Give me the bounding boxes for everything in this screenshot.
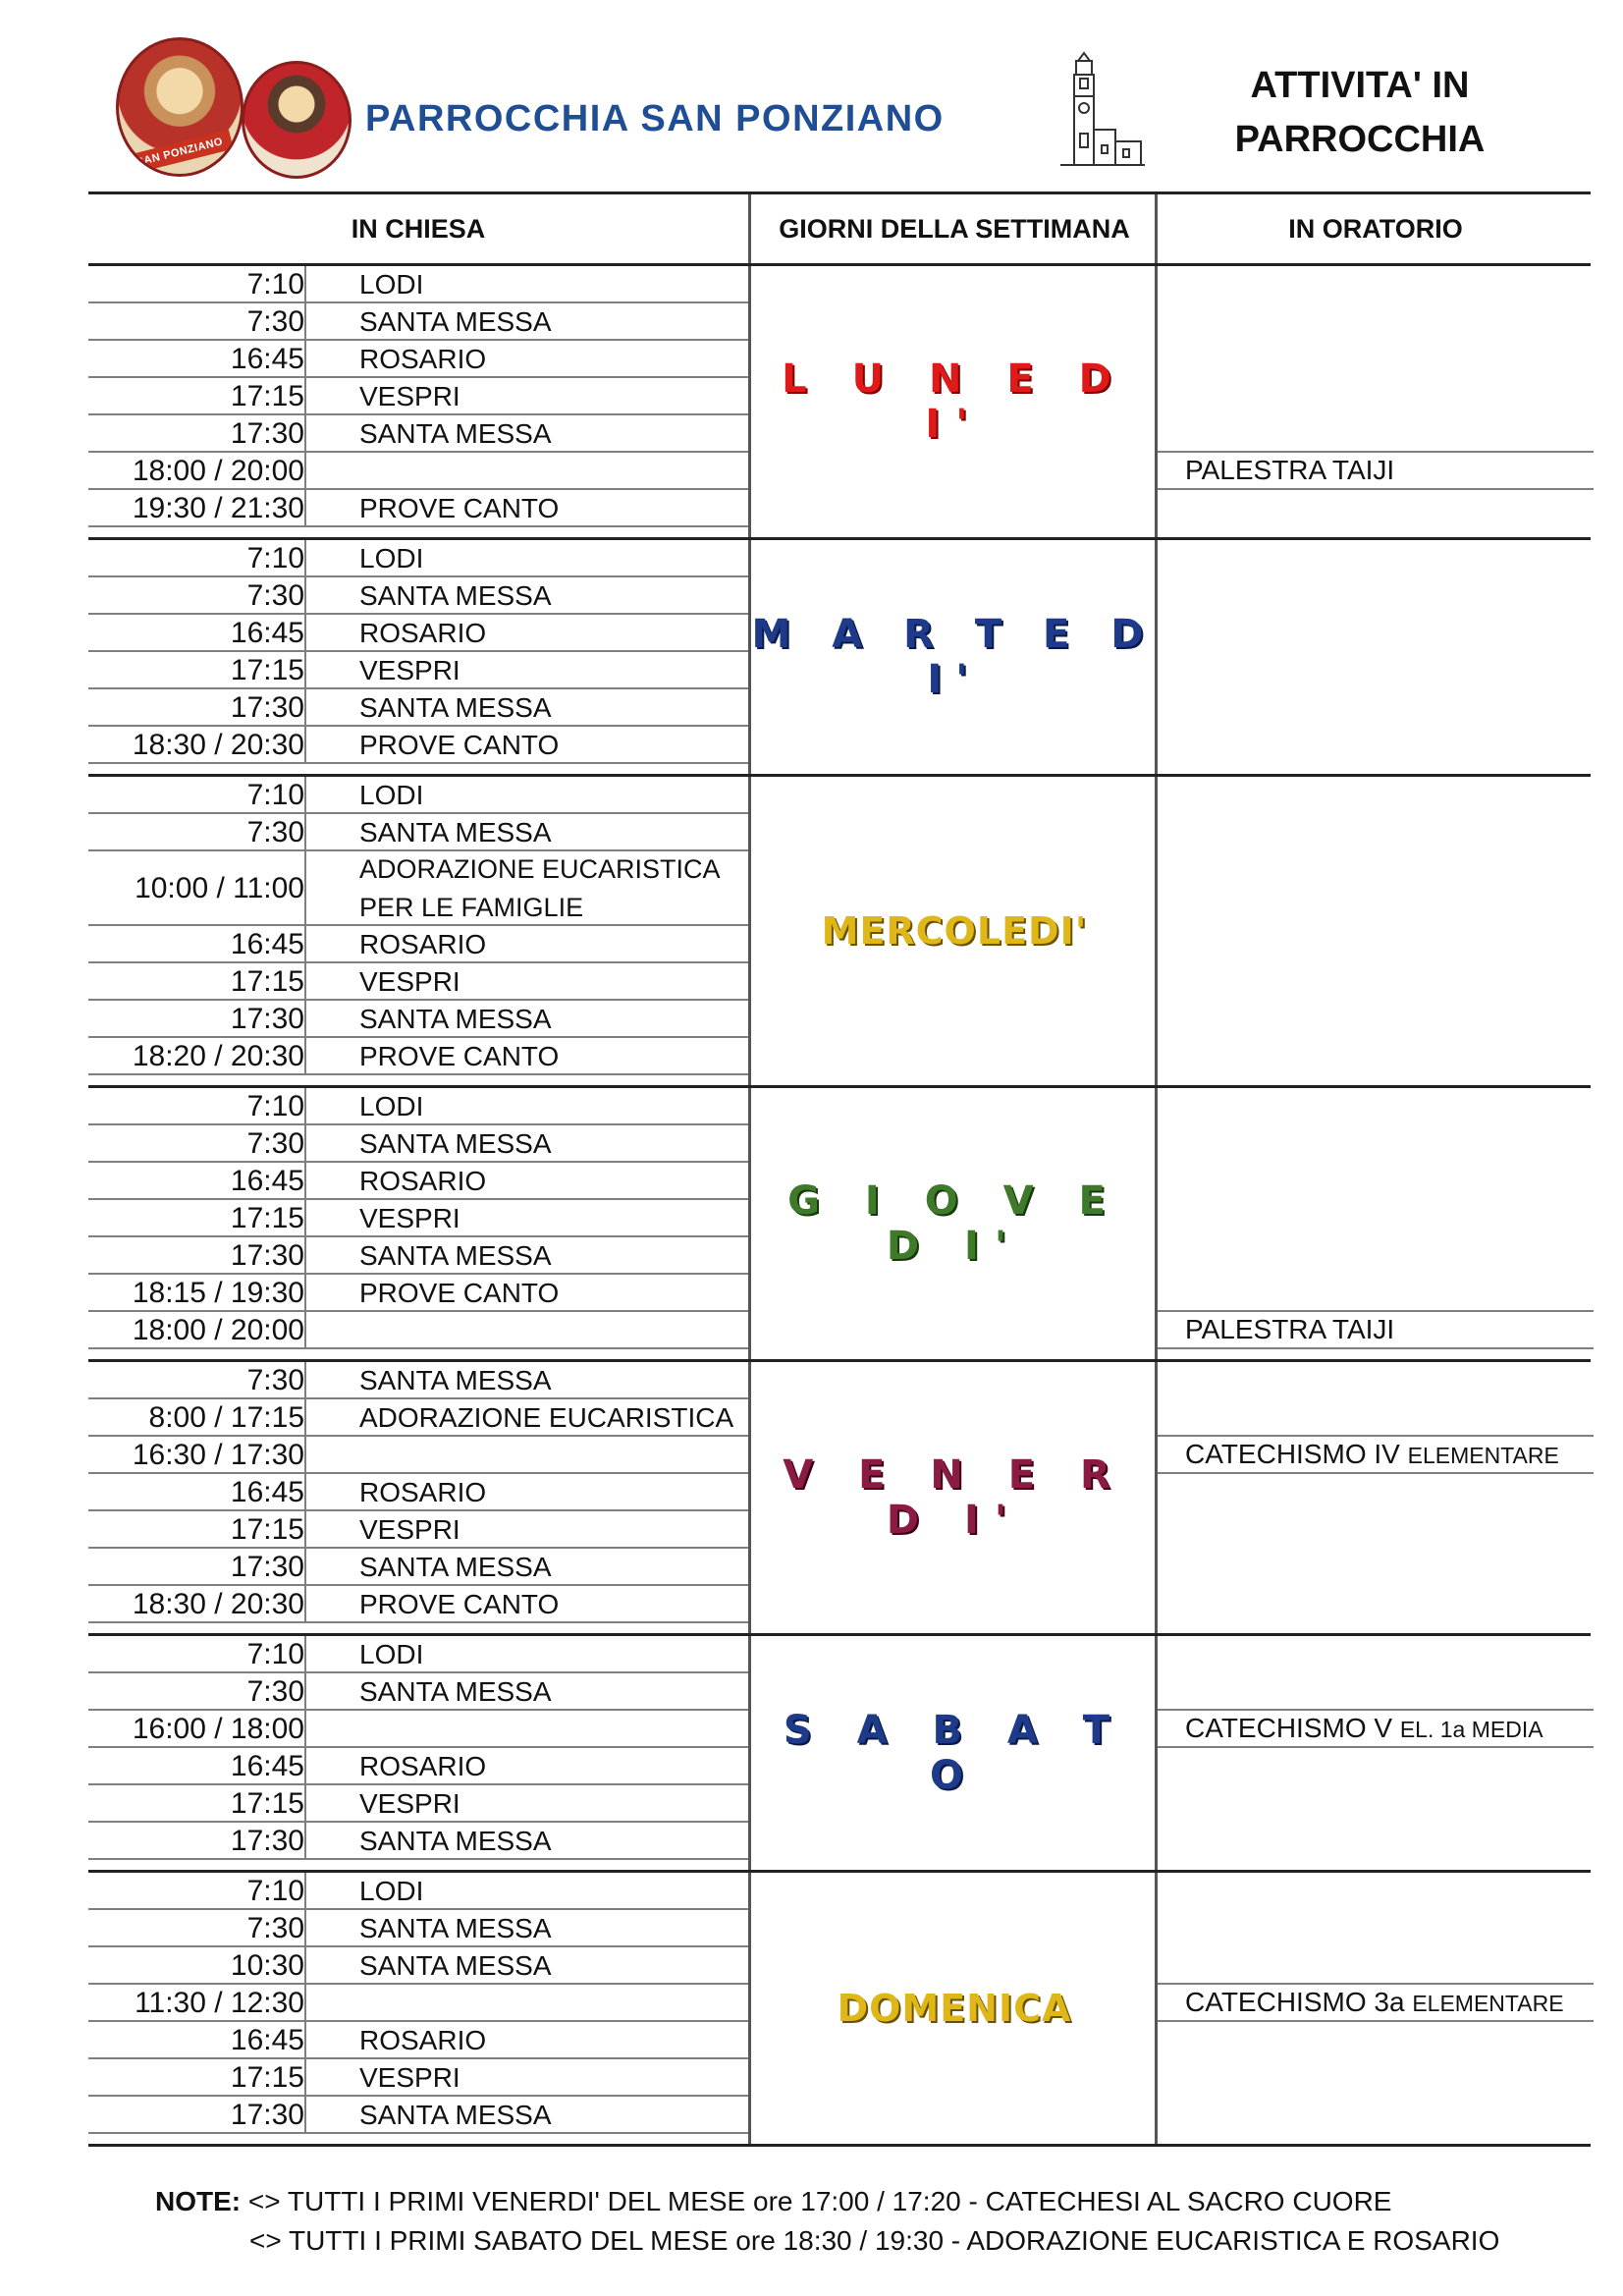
activity-time: 17:15 [88,2059,306,2095]
activity-time: 17:30 [88,1549,306,1584]
table-row [88,1586,748,1623]
san-ponziano-logo [116,37,243,177]
oratory-activity-text: PALESTRA TAIJI [1185,455,1395,485]
table-row [88,1673,748,1711]
oratory-activity [1185,453,1394,489]
oratory-activities [1155,266,1594,537]
table-row [88,851,748,926]
day-block-giovedi [88,1088,1591,1362]
table-row [88,2022,748,2059]
activity-time: 7:30 [88,303,306,339]
activity-name: SANTA MESSA [359,1676,552,1707]
activity-time: 16:45 [88,341,306,376]
table-row [88,1437,748,1474]
activity-time: 8:00 / 17:15 [88,1399,306,1435]
oratory-activities [1155,1362,1594,1633]
day-name: M A R T E D I' [751,612,1158,702]
column-header-days: GIORNI DELLA SETTIMANA [748,194,1158,263]
note-line-1 [155,2182,1391,2221]
oratory-activity-text: PALESTRA TAIJI [1185,1314,1395,1344]
table-row [88,2097,748,2134]
activity-time: 16:45 [88,1474,306,1509]
activity-name: SANTA MESSA [359,1365,552,1395]
parish-name: PARROCCHIA SAN PONZIANO [365,98,945,139]
day-name-cell [748,1088,1158,1359]
activity-name: PROVE CANTO [359,493,560,523]
day-block-sabato [88,1636,1591,1873]
oratory-activity [1185,1985,1564,2021]
activity-time: 17:15 [88,1785,306,1821]
activity-time: 16:45 [88,1163,306,1198]
day-name: S A B A T O [783,1708,1126,1798]
column-header-church: IN CHIESA [351,214,486,244]
table-row [88,1985,748,2022]
activity-name: VESPRI [359,2062,460,2093]
activity-name: SANTA MESSA [359,1552,552,1582]
table-row [88,1785,748,1823]
days-container [88,266,1591,2147]
oratory-activities [1155,1873,1594,2144]
oratory-activity-text: CATECHISMO IV [1185,1439,1408,1469]
table-row [88,1001,748,1038]
activity-time: 18:00 / 20:00 [88,1312,306,1347]
column-header-oratory: IN ORATORIO [1155,194,1594,263]
day-block-domenica [88,1873,1591,2147]
activity-time: 19:30 / 21:30 [88,490,306,525]
day-name-cell [748,1362,1158,1633]
day-name-cell [748,540,1158,774]
table-row [88,652,748,689]
activity-time: 7:30 [88,1673,306,1709]
activity-name: LODI [359,269,424,300]
activity-time: 17:15 [88,963,306,999]
oratory-activity-row [1158,1983,1594,2022]
activity-time: 17:30 [88,2097,306,2132]
oratory-activity-row [1158,1310,1594,1349]
activity-name: ROSARIO [359,1166,487,1196]
table-row [88,490,748,527]
table-row [88,2059,748,2097]
table-row [88,1362,748,1399]
activity-name: SANTA MESSA [359,1240,552,1271]
oratory-activity-text: CATECHISMO V [1185,1713,1400,1743]
activity-name: VESPRI [359,966,460,997]
table-row [88,341,748,378]
activity-name: ADORAZIONE EUCARISTICA [359,1402,734,1433]
table-header-row [88,191,1591,266]
oratory-activities [1155,540,1594,774]
activity-name: ROSARIO [359,1477,487,1507]
activity-time: 7:10 [88,540,306,575]
table-row [88,1910,748,1947]
table-row [88,1636,748,1673]
activity-time: 18:30 / 20:30 [88,1586,306,1621]
activity-name: LODI [359,1639,424,1669]
activity-time: 16:45 [88,926,306,961]
day-block-martedi [88,540,1591,777]
activity-name: SANTA MESSA [359,418,552,449]
table-row [88,1200,748,1237]
page-header [0,0,1623,191]
activity-name: SANTA MESSA [359,1913,552,1943]
church-activities [88,1636,748,1860]
table-row [88,415,748,453]
activity-name-line-2: PER LE FAMIGLIE [359,893,584,922]
table-row [88,1711,748,1748]
activity-name: SANTA MESSA [359,2100,552,2130]
activity-time: 16:45 [88,2022,306,2057]
weekly-schedule-table [88,191,1591,2147]
oratory-activity [1185,1711,1543,1747]
table-row [88,540,748,577]
day-block-lunedi [88,266,1591,540]
activity-time: 16:45 [88,615,306,650]
activity-name: LODI [359,543,424,574]
activity-name: ROSARIO [359,2025,487,2055]
church-activities [88,1088,748,1349]
activity-time: 7:30 [88,1362,306,1397]
notes-section [155,2182,1500,2256]
title-line-1: ATTIVITA' IN [1250,65,1470,106]
table-row [88,1823,748,1860]
activity-name: SANTA MESSA [359,1128,552,1159]
activity-name: SANTA MESSA [359,1826,552,1856]
table-row [88,453,748,490]
church-activities [88,1873,748,2134]
table-row [88,378,748,415]
oratory-activities [1155,1636,1594,1870]
table-row [88,1125,748,1163]
activity-time: 17:30 [88,1237,306,1273]
document-title [1198,59,1522,167]
activity-time: 17:30 [88,1001,306,1036]
oratory-activity-detail: EL. 1a MEDIA [1399,1717,1543,1742]
table-row [88,1275,748,1312]
table-row [88,577,748,615]
table-row [88,1088,748,1125]
oratory-activity-text: CATECHISMO 3a [1185,1987,1413,2017]
day-block-mercoledi [88,777,1591,1088]
activity-time: 7:30 [88,1125,306,1161]
activity-name: PROVE CANTO [359,1589,560,1619]
activity-name: ROSARIO [359,344,487,374]
activity-name: LODI [359,1876,424,1906]
church-activities [88,777,748,1075]
activity-time: 16:30 / 17:30 [88,1437,306,1472]
table-row [88,1873,748,1910]
activity-time: 17:15 [88,1511,306,1547]
activity-time: 7:10 [88,777,306,812]
activity-name: LODI [359,780,424,810]
activity-time: 17:30 [88,415,306,451]
activity-name [359,850,721,927]
oratory-activity-row [1158,1709,1594,1748]
activity-name: SANTA MESSA [359,580,552,611]
activity-time: 7:10 [88,1088,306,1123]
activity-name: PROVE CANTO [359,1278,560,1308]
table-row [88,1549,748,1586]
day-name: G I O V E D I' [787,1178,1121,1269]
activity-name: SANTA MESSA [359,817,552,847]
day-name: V E N E R D I' [783,1452,1126,1543]
activity-time: 18:20 / 20:30 [88,1038,306,1073]
day-name: DOMENICA [837,1987,1072,2030]
oratory-activities [1155,777,1594,1085]
activity-name: ROSARIO [359,1751,487,1781]
oratory-activity-row [1158,1435,1594,1474]
activity-name: PROVE CANTO [359,730,560,760]
table-row [88,1399,748,1437]
table-row [88,926,748,963]
activity-name: ROSARIO [359,929,487,959]
activity-name: SANTA MESSA [359,1004,552,1034]
activity-name: SANTA MESSA [359,692,552,723]
table-row [88,1163,748,1200]
oratory-activity-detail: ELEMENTARE [1407,1443,1559,1468]
activity-name: ROSARIO [359,618,487,648]
activity-time: 7:10 [88,1636,306,1671]
activity-time: 10:00 / 11:00 [88,851,306,924]
activity-name: LODI [359,1091,424,1121]
activity-time: 16:00 / 18:00 [88,1711,306,1746]
oratory-activity [1185,1312,1394,1348]
note-text-1: <> TUTTI I PRIMI VENERDI' DEL MESE ore 17:00 / 17:20 - CATECHESI AL SACRO CUORE [247,2186,1392,2216]
note-line-2: <> TUTTI I PRIMI SABATO DEL MESE ore 18:30 / 19:30 - ADORAZIONE EUCARISTICA E ROSARIO [249,2225,1500,2256]
table-row [88,1237,748,1275]
table-row [88,1038,748,1075]
day-name: MERCOLEDI' [821,909,1088,953]
table-row [88,777,748,814]
activity-time: 10:30 [88,1947,306,1983]
table-row [88,1511,748,1549]
activity-name: VESPRI [359,1203,460,1233]
activity-name: VESPRI [359,381,460,411]
activity-time: 7:30 [88,814,306,849]
church-activities [88,540,748,764]
table-row [88,689,748,727]
oratory-activity-row [1158,451,1594,490]
activity-name: SANTA MESSA [359,306,552,337]
oratory-activity-detail: ELEMENTARE [1412,1991,1564,2016]
oratory-activities [1155,1088,1594,1359]
day-block-venerdi [88,1362,1591,1636]
activity-time: 7:30 [88,577,306,613]
day-name-cell [748,266,1158,537]
activity-time: 17:15 [88,1200,306,1235]
activity-time: 17:30 [88,689,306,725]
logo-ribbon-text: SAN PONZIANO [126,130,234,175]
activity-name: VESPRI [359,1788,460,1819]
activity-time: 7:10 [88,1873,306,1908]
church-activities [88,1362,748,1623]
table-row [88,814,748,851]
bell-tower-icon [1056,51,1147,169]
activity-name: VESPRI [359,1514,460,1545]
activity-time: 17:30 [88,1823,306,1858]
activity-time: 7:10 [88,266,306,301]
activity-time: 17:15 [88,652,306,687]
activity-time: 7:30 [88,1910,306,1945]
activity-name: PROVE CANTO [359,1041,560,1071]
activity-name: VESPRI [359,655,460,685]
day-name-cell [748,777,1158,1085]
activity-time: 18:00 / 20:00 [88,453,306,488]
table-row [88,266,748,303]
activity-name-line-1: ADORAZIONE EUCARISTICA [359,854,721,884]
activity-time: 18:30 / 20:30 [88,727,306,762]
day-name-cell [748,1873,1158,2144]
table-row [88,727,748,764]
activity-time: 11:30 / 12:30 [88,1985,306,2020]
table-row [88,615,748,652]
table-row [88,1947,748,1985]
table-row [88,1474,748,1511]
day-name-cell [748,1636,1158,1870]
title-line-2: PARROCCHIA [1234,119,1486,160]
table-row [88,303,748,341]
table-row [88,963,748,1001]
notes-label: NOTE: [155,2186,242,2216]
table-row [88,1748,748,1785]
day-name: L U N E D I' [782,356,1127,447]
oratory-activity [1185,1437,1559,1473]
saint-portrait-logo [242,61,352,179]
activity-time: 16:45 [88,1748,306,1783]
activity-time: 18:15 / 19:30 [88,1275,306,1310]
activity-time: 17:15 [88,378,306,413]
activity-name: SANTA MESSA [359,1950,552,1981]
table-row [88,1312,748,1349]
church-activities [88,266,748,527]
